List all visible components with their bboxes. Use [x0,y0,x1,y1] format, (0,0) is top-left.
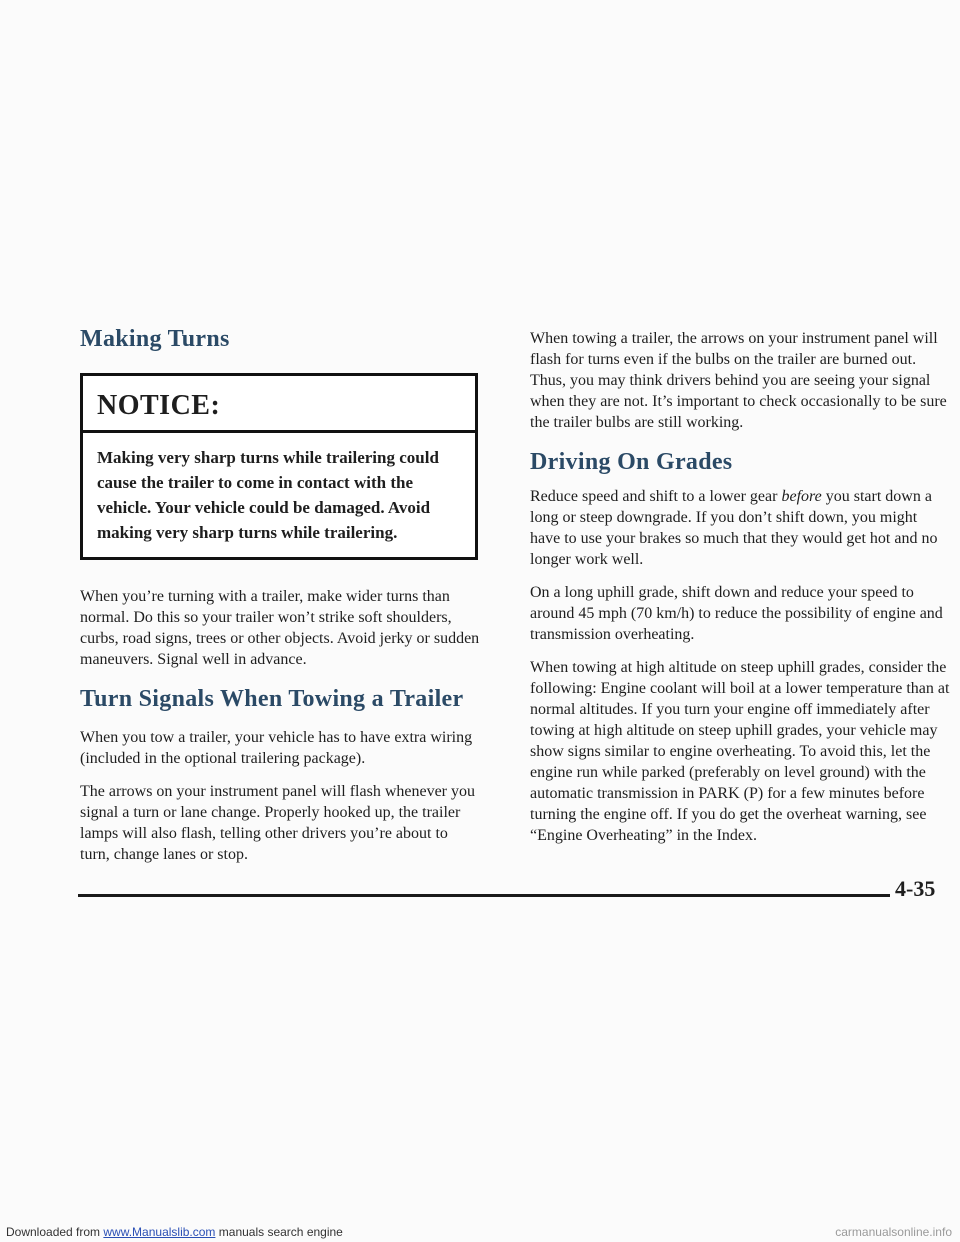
notice-title: NOTICE: [97,390,221,421]
right-column [530,328,950,846]
section-heading-making-turns: Making Turns [80,326,230,352]
download-footer [6,1225,343,1239]
footer-rule [78,894,890,897]
notice-body: Making very sharp turns while trailering could cause the trailer to come in contact with the vehicle. Your vehicle could be damaged. Avoid making very sharp turns while trailering. [97,448,439,542]
paragraph-extra-wiring: When you tow a trailer, your vehicle has to have extra wiring (included in the optional trailering package). [80,729,473,767]
site-watermark: carmanualsonline.info [835,1225,952,1239]
paragraph-arrows-flash: The arrows on your instrument panel will flash whenever you signal a turn or lane change. Properly hooked up, the trailer lamps will also flash, telling other drivers you’re about to turn, change lanes or stop. [80,783,476,863]
page-number: 4-35 [895,876,936,901]
notice-box [80,373,478,560]
left-column [80,326,480,865]
paragraph-bulbs-burned-out: When towing a trailer, the arrows on your instrument panel will flash for turns even if the bulbs on the trailer are burned out. Thus, you may think drivers behind you are seeing your signal when they are not. It’s important to check occasionally to be sure the trailer bulbs are still working. [530,330,947,431]
paragraph-high-altitude: When towing at high altitude on steep uphill grades, consider the following: Engine coolant will boil at a lower temperature than at normal altitudes. If you turn your engine off immediately after towing at high altitude on steep uphill grades, your vehicle may show signs similar to engine overheating. To avoid this, let the engine run while parked (preferably on level ground) with the automatic transmission in PARK (P) for a few minutes before turning the engine off. If you do get the overheat warning, see “Engine Overheating” in the Index. [530,659,950,844]
paragraph-wider-turns: When you’re turning with a trailer, make wider turns than normal. Do this so your trailer won’t strike soft shoulders, curbs, road signs, trees or other objects. Avoid jerky or sudden maneuvers. Signal well in advance. [80,588,480,668]
section-heading-driving-on-grades: Driving On Grades [530,449,733,475]
download-suffix: manuals search engine [215,1225,343,1239]
paragraph-downgrade [530,486,950,570]
emphasis-before: before [781,488,822,505]
paragraph-uphill-grade: On a long uphill grade, shift down and reduce your speed to around 45 mph (70 km/h) to reduce the possibility of engine and transmission overheating. [530,584,943,643]
manualslib-link[interactable]: www.Manualslib.com [103,1225,216,1239]
downgrade-text-start: Reduce speed and shift to a lower gear [530,488,782,505]
downgrade-text-end: you start down a long or steep downgrade. If you don’t shift down, you might have to use your brakes so much that they would get hot and no longer work well. [530,488,938,568]
download-prefix: Downloaded from [6,1225,104,1239]
section-heading-turn-signals: Turn Signals When Towing a Trailer [80,686,464,712]
